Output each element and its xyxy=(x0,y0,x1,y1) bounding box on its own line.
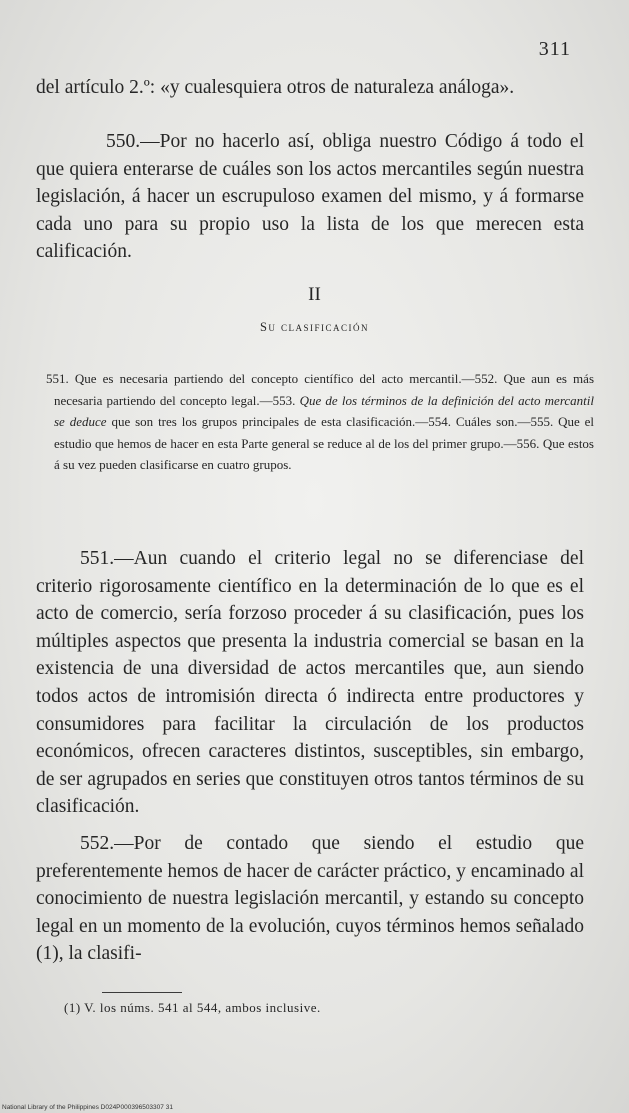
footnote: (1) V. los núms. 541 al 544, ambos inclusive. xyxy=(64,1000,321,1015)
summary-part-1: 551. Que es necesaria partiendo del concepto científico del acto mercantil.—552. Que aun es más necesaria partiendo del concepto legal.—553. xyxy=(46,371,594,408)
paragraph-552: 552.—Por de contado que siendo el estudio que preferentemente hemos de hacer de carácter práctico, y encaminado al conocimiento de nuestra legislación mercantil, y estando su concepto legal en un momento de la evolución, cuyos términos hemos señalado (1), la clasifi- xyxy=(36,833,584,965)
paragraph-551: 551.—Aun cuando el criterio legal no se diferenciase del criterio rigorosamente científico en la determinación de lo que es el acto de comercio, sería forzoso proceder á su clasificación, pues los múltiples aspectos que presenta la industria comercial se basan en la existencia de una diversidad de actos mercantiles que, aun siendo todos actos de intromisión directa ó indirecta entre productores y consumidores para facilitar la circulación de los productos económicos, ofrecen caracteres distintos, susceptibles, sin embargo, de ser agrupados en series que constituyen otros tantos términos de su clasificación. xyxy=(36,548,584,818)
library-watermark: National Library of the Philippines D024P000396503307 31 xyxy=(2,1104,173,1111)
paragraph-continuation: del artículo 2.º: «y cualesquiera otros de naturaleza análoga». xyxy=(36,77,515,98)
summary-part-2: que son tres los grupos principales de esta clasificación.—554. Cuáles son.—555. Que el estudio que hemos de hacer en esta Parte general se reduce al de los del primer grupo.—556. Que estos á su vez pueden clasificarse en cuatro grupos. xyxy=(54,414,595,473)
page-number: 311 xyxy=(538,38,571,60)
paragraph-550: 550.—Por no hacerlo así, obliga nuestro Código á todo el que quiera enterarse de cuáles son los actos mercantiles según nuestra legislación, á hacer un escrupuloso examen del mismo, y á formarse cada uno para su propio uso la lista de los que merecen esta calificación. xyxy=(36,131,584,262)
section-number: II xyxy=(308,284,321,305)
footnote-divider xyxy=(102,992,182,993)
section-summary xyxy=(44,368,594,476)
summary-part-italic: Que de los términos de la definición del acto mercantil se deduce xyxy=(54,392,595,430)
section-title: Su clasificación xyxy=(259,320,370,334)
